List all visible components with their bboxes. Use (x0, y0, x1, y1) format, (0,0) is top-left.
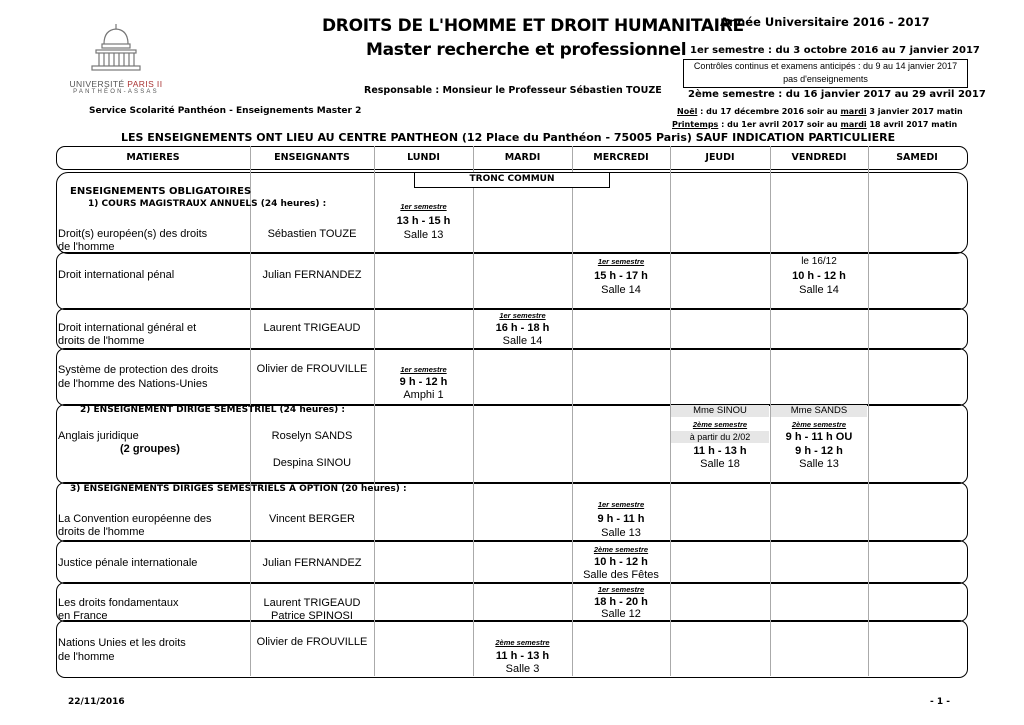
responsable: Responsable : Monsieur le Professeur Sébastien TOUZE (364, 85, 662, 96)
enseignant-cell: Vincent BERGER (268, 513, 355, 525)
service-label: Service Scolarité Panthéon - Enseignements Master 2 (89, 106, 362, 116)
enseignant-cell: Roselyn SANDS (271, 430, 353, 442)
printemps-holiday: Printemps : du 1er avril 2017 soir au mardi 18 avril 2017 matin (672, 120, 958, 129)
academic-year: Année Universitaire 2016 - 2017 (720, 15, 930, 29)
enseignant-cell: Julian FERNANDEZ (262, 269, 362, 281)
enseignant-cell: Laurent TRIGEAUD Patrice SPINOSI (263, 597, 361, 622)
enseignant-cell: Olivier de FROUVILLE (256, 636, 368, 648)
grid-line (473, 146, 474, 676)
semester2-dates: 2ème semestre : du 16 janvier 2017 au 29 avril 2017 (688, 89, 986, 100)
enseignant-cell: Olivier de FROUVILLE (256, 363, 368, 375)
col-header-jeudi: JEUDI (705, 152, 735, 163)
schedule-slot: 1er semestre 16 h - 18 h Salle 14 (495, 311, 550, 347)
footer-date: 22/11/2016 (68, 697, 125, 707)
matiere-cell: Droit(s) européen(s) des droits de l'homme (58, 228, 208, 253)
matiere-cell: Droit international pénal (58, 269, 175, 281)
section-obligatoires: ENSEIGNEMENTS OBLIGATOIRES (70, 186, 252, 197)
enseignant-cell: Julian FERNANDEZ (262, 557, 362, 569)
col-header-enseignants: ENSEIGNANTS (274, 152, 350, 163)
col-header-mardi: MARDI (504, 152, 541, 163)
schedule-slot: Mme SINOU 2ème semestre à partir du 2/02 11 h - 13 h Salle 18 (689, 405, 751, 470)
page-subtitle: Master recherche et professionnel (366, 40, 687, 60)
page-number: - 1 - (930, 697, 950, 707)
matiere-cell: Anglais juridique (58, 430, 139, 442)
page-title: DROITS DE L'HOMME ET DROIT HUMANITAIRE (322, 16, 744, 36)
enseignant-cell: Sébastien TOUZE (267, 228, 357, 240)
col-header-matieres: MATIERES (126, 152, 180, 163)
col-header-samedi: SAMEDI (896, 152, 938, 163)
enseignant-cell: Laurent TRIGEAUD (263, 322, 361, 334)
schedule-slot: 1er semestre 9 h - 11 h Salle 13 (597, 500, 645, 539)
matiere-cell: Les droits fondamentaux en France (58, 597, 179, 622)
controls-line2: pas d'enseignements (783, 74, 868, 84)
tronc-commun-label: TRONC COMMUN (414, 172, 610, 188)
university-logo (57, 20, 175, 100)
matiere-cell: Système de protection des droits de l'homme des Nations-Unies (58, 364, 219, 390)
schedule-slot: 1er semestre 9 h - 12 h Amphi 1 (399, 365, 448, 401)
schedule-slot: 1er semestre 18 h - 20 h Salle 12 (594, 585, 648, 620)
row-box (56, 582, 968, 622)
logo-subtitle: PANTHÉON-ASSAS (73, 89, 159, 95)
pantheon-dome-icon (86, 20, 146, 72)
schedule-slot: 1er semestre 13 h - 15 h Salle 13 (396, 202, 451, 241)
matiere-cell: Nations Unies et les droits de l'homme (58, 637, 186, 663)
location-notice: LES ENSEIGNEMENTS ONT LIEU AU CENTRE PANTHEON (12 Place du Panthéon - 75005 Paris) SAUF INDICATION PARTICULIERE (121, 131, 896, 144)
section-option: 3) ENSEIGNEMENTS DIRIGES SEMESTRIELS A OPTION (20 heures) : (70, 484, 407, 494)
matiere-cell: Droit international général et droits de l'homme (58, 322, 197, 347)
controls-line1: Contrôles continus et examens anticipés : du 9 au 14 janvier 2017 (693, 61, 958, 71)
matiere-cell: La Convention européenne des droits de l'homme (58, 513, 212, 538)
schedule-slot: Mme SANDS 2ème semestre 9 h - 11 h OU 9 h - 12 h Salle 13 (785, 405, 853, 470)
semester1-dates: 1er semestre : du 3 octobre 2016 au 7 janvier 2017 (690, 45, 980, 56)
section-enseignement-dirige: 2) ENSEIGNEMENT DIRIGE SEMESTRIEL (24 heures) : (80, 405, 345, 415)
noel-holiday: Noël : du 17 décembre 2016 soir au mardi 3 janvier 2017 matin (677, 107, 963, 116)
schedule-slot: 1er semestre 15 h - 17 h Salle 14 (594, 257, 648, 296)
col-header-lundi: LUNDI (407, 152, 440, 163)
schedule-slot: 2ème semestre 10 h - 12 h Salle des Fêtes (583, 545, 659, 581)
col-header-vendredi: VENDREDI (791, 152, 847, 163)
enseignant-cell: Despina SINOU (272, 457, 352, 469)
logo-university-text: UNIVERSITÉ PARIS II (69, 79, 163, 89)
col-header-mercredi: MERCREDI (593, 152, 649, 163)
schedule-slot: 2ème semestre 11 h - 13 h Salle 3 (495, 638, 550, 675)
matiere-cell: Justice pénale internationale (58, 557, 198, 569)
matiere-groups: (2 groupes) (120, 443, 180, 455)
section-cours-magistraux: 1) COURS MAGISTRAUX ANNUELS (24 heures) : (88, 199, 327, 209)
grid-line (868, 146, 869, 676)
schedule-slot: le 16/12 10 h - 12 h Salle 14 (792, 256, 846, 296)
controls-box (683, 59, 968, 88)
